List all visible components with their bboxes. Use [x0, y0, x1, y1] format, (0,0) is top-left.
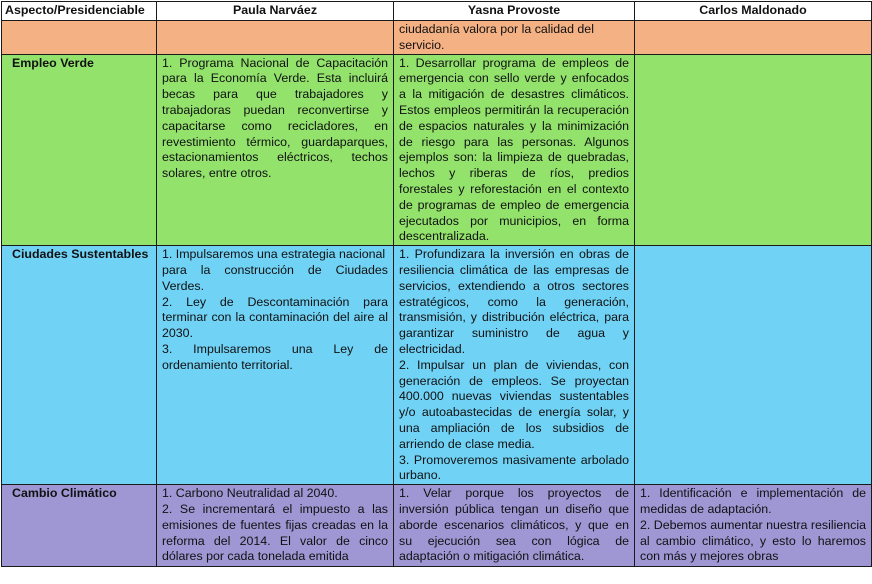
paula-cell	[157, 21, 394, 55]
cell-paragraph: 2. Ley de Descontaminación para terminar con la contaminación del aire al 2030.	[162, 294, 388, 341]
table-row	[2, 246, 872, 485]
comparison-table	[1, 1, 872, 567]
aspect-cell: Cambio Climático	[2, 485, 157, 567]
header-carlos: Carlos Maldonado	[635, 2, 872, 21]
aspect-cell: Empleo Verde	[2, 54, 157, 246]
cell-paragraph: 1. Desarrollar programa de empleos de emergencia con sello verde y enfocados a la mitigación de desastres climáticos. Estos empleos permitirán la recuperación de espacios naturales y la minimización de riesgo para las personas. Algunos ejemplos son: la limpieza de quebradas, lechos y riberas de ríos, predios forestales y reforestación en el contexto de programas de empleo de emergencia ejecutados por municipios, en forma descentralizada.	[399, 55, 629, 244]
carlos-cell	[635, 21, 872, 55]
cell-paragraph: 3. Impulsaremos una Ley de ordenamiento territorial.	[162, 341, 388, 372]
yasna-cell	[394, 246, 635, 485]
cell-paragraph: 1. Velar porque los proyectos de inversión pública tengan un diseño que aborde escenarios climáticos, y que en su ejecución sea con lógica de adaptación o mitigación climática.	[399, 486, 629, 564]
table-row	[2, 54, 872, 246]
cell-paragraph: 3. Promoveremos masivamente arbolado urbano.	[399, 452, 629, 483]
cell-paragraph: 1. Profundizara la inversión en obras de resiliencia climática de las empresas de servicios, extendiendo a otros sectores estratégicos, como la generación, transmisión, y distribución eléctrica, para garantizar suministro de agua y electricidad.	[399, 247, 629, 356]
cell-paragraph: ciudadanía valora por la calidad del	[399, 22, 594, 36]
table-row	[2, 21, 872, 55]
yasna-cell	[394, 21, 635, 55]
carlos-cell	[635, 54, 872, 246]
cell-paragraph: para la construcción de Ciudades Verdes.	[162, 262, 388, 293]
cell-paragraph: servicio.	[399, 37, 445, 52]
paula-cell	[157, 54, 394, 246]
cell-paragraph: 1. Carbono Neutralidad al 2040.	[162, 486, 338, 501]
cell-paragraph: 1. Impulsaremos una estrategia nacional	[162, 247, 386, 262]
paula-cell	[157, 246, 394, 485]
cell-paragraph: 1. Identificación e implementación de medidas de adaptación.	[640, 486, 866, 516]
carlos-cell	[635, 485, 872, 567]
paula-cell	[157, 485, 394, 567]
cell-paragraph: 2. Debemos aumentar nuestra resiliencia al cambio climático, y esto lo haremos con más y mejores obras	[640, 517, 866, 564]
aspect-cell	[2, 21, 157, 55]
cell-paragraph: 2. Se incrementará el impuesto a las emisiones de fuentes fijas creadas en la reforma del 2014. El valor de cinco dólares por cada tonelada emitida	[162, 501, 388, 564]
cell-paragraph: 2. Impulsar un plan de viviendas, con generación de empleos. Se proyectan 400.000 nuevas viviendas sustentables y/o autoabastecidas de energía solar, y una ampliación de los subsidios de arriendo de clase media.	[399, 357, 629, 451]
header-aspect: Aspecto/Presidenciable	[2, 2, 157, 21]
header-yasna: Yasna Provoste	[394, 2, 635, 21]
header-row	[2, 2, 872, 21]
cell-paragraph: 1. Programa Nacional de Capacitación para la Economía Verde. Esta incluirá becas para que trabajadores y trabajadoras puedan reconvertirse y capacitarse como recicladores, en revestimiento térmico, guardaparques, estacionamientos eléctricos, techos solares, entre otros.	[162, 55, 388, 181]
header-paula: Paula Narváez	[157, 2, 394, 21]
carlos-cell	[635, 246, 872, 485]
yasna-cell	[394, 54, 635, 246]
yasna-cell	[394, 485, 635, 567]
aspect-cell: Ciudades Sustentables	[2, 246, 157, 485]
table-row	[2, 485, 872, 567]
